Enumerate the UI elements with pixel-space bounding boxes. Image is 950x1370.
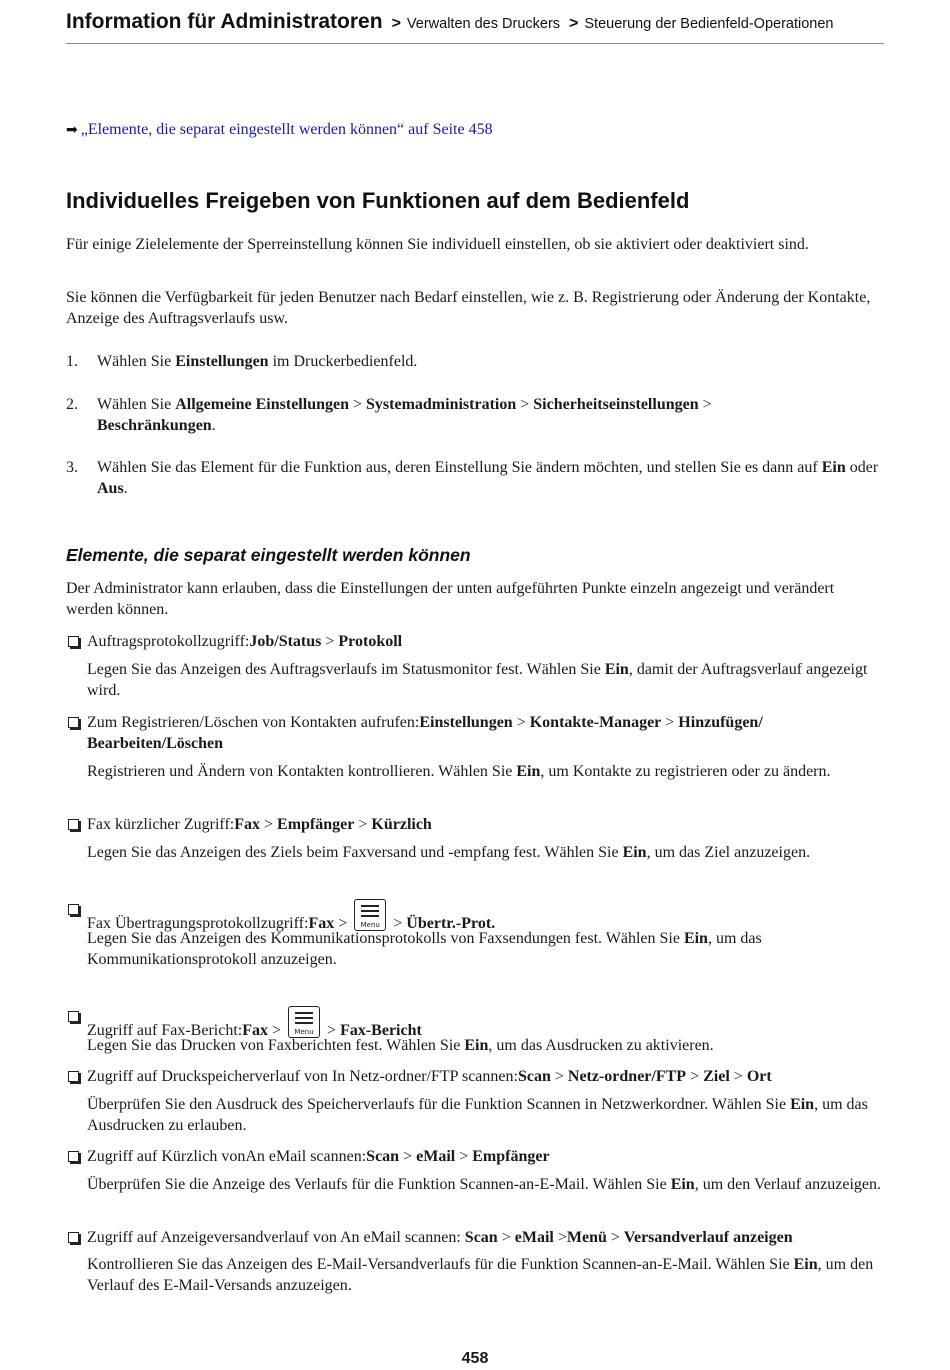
menu-path-item: Allgemeine Einstellungen: [175, 396, 349, 413]
path-separator: >: [321, 633, 339, 650]
text: Registrieren und Ändern von Kontakten kontrollieren. Wählen Sie: [87, 763, 517, 780]
text: Überprüfen Sie die Anzeige des Verlaufs für die Funktion Scannen-an-E-Mail. Wählen Sie: [87, 1176, 671, 1193]
text: , um das Ziel anzuzeigen.: [646, 844, 811, 861]
path-separator: >: [686, 1068, 704, 1085]
list-item-description: [87, 1035, 884, 1056]
arrow-right-icon: ➡: [66, 122, 78, 138]
page-number: 458: [461, 1350, 489, 1367]
option-value: Ein: [793, 1256, 818, 1273]
text: Legen Sie das Anzeigen des Auftragsverlaufs im Statusmonitor fest. Wählen Sie: [87, 661, 605, 678]
breadcrumb-separator: >: [391, 15, 401, 32]
path-separator: >: [497, 1229, 515, 1246]
text: Auftragsprotokollzugriff:: [87, 633, 250, 650]
menu-path-item: eMail: [416, 1148, 456, 1165]
text: , um Kontakte zu registrieren oder zu ändern.: [540, 763, 831, 780]
option-value: Ein: [464, 1037, 489, 1054]
text: Legen Sie das Anzeigen des Ziels beim Faxversand und -empfang fest. Wählen Sie: [87, 844, 623, 861]
text: , um das Ausdrucken zu aktivieren.: [488, 1037, 714, 1054]
text: Zugriff auf Anzeigeversandverlauf von An eMail scannen:: [87, 1229, 465, 1246]
menu-path-item: Scan: [517, 1068, 551, 1085]
step-text: [97, 394, 882, 436]
path-separator: >: [334, 915, 352, 932]
text: , damit der Auftragsverlauf angezeigt wird.: [87, 661, 868, 699]
checkbox-bullet-icon: [68, 1151, 79, 1162]
list-item-title: [87, 712, 884, 754]
menu-path-item: Ziel: [703, 1068, 730, 1085]
checkbox-bullet-icon: [68, 1232, 79, 1243]
paragraph: Für einige Zielelemente der Sperreinstellung können Sie individuell einstellen, ob sie aktiviert oder deaktiviert sind.: [66, 236, 809, 253]
path-separator: >: [268, 1022, 286, 1039]
list-item-title: [87, 631, 884, 652]
step-text: [97, 351, 882, 372]
option-value: Aus: [97, 480, 124, 497]
path-separator: >: [729, 1068, 747, 1085]
menu-path-item: Fax: [242, 1022, 268, 1039]
breadcrumb-item-drucker[interactable]: Verwalten des Druckers: [406, 16, 561, 32]
path-separator: >: [550, 1068, 568, 1085]
breadcrumb-item-bedienfeld[interactable]: Steuerung der Bedienfeld-Operationen: [584, 16, 834, 32]
text: Wählen Sie: [97, 396, 176, 413]
path-separator: >: [606, 1229, 624, 1246]
menu-path-item: Fax-Bericht: [340, 1022, 422, 1039]
paragraph: Der Administrator kann erlauben, dass die Einstellungen der unten aufgeführten Punkte einzeln angezeigt und verändert werden können.: [66, 580, 835, 618]
menu-path-item: Einstellungen: [419, 714, 513, 731]
text: .: [211, 417, 216, 434]
option-value: Ein: [821, 459, 846, 476]
path-separator: >: [553, 1229, 567, 1246]
cross-reference-link[interactable]: „Elemente, die separat eingestellt werden können“ auf Seite 458: [80, 121, 493, 138]
path-separator: >: [389, 915, 407, 932]
option-value: Ein: [683, 930, 708, 947]
menu-icon: [288, 1006, 320, 1038]
path-separator: >: [516, 396, 534, 413]
list-item-description: [87, 842, 884, 863]
menu-path-item: Systemadministration: [366, 396, 517, 413]
text: , um das Kommunikationsprotokoll anzuzeigen.: [87, 930, 762, 968]
path-separator: >: [455, 1148, 473, 1165]
menu-path-item: Kontakte-Manager: [529, 714, 662, 731]
text: im Druckerbedienfeld.: [268, 353, 418, 370]
checkbox-bullet-icon: [68, 904, 79, 915]
text: , um den Verlauf des E-Mail-Versands anzuzeigen.: [87, 1256, 874, 1294]
text: Wählen Sie das Element für die Funktion aus, deren Einstellung Sie ändern möchten, und stellen Sie es dann auf: [97, 459, 822, 476]
menu-path-item: Protokoll: [338, 633, 403, 650]
menu-path-item: Übertr.-Prot.: [406, 915, 496, 932]
checkbox-bullet-icon: [68, 1071, 79, 1082]
list-item-description: [87, 1094, 884, 1136]
text: Zum Registrieren/Löschen von Kontakten aufrufen:: [87, 714, 420, 731]
list-item-title: [87, 1227, 884, 1248]
path-separator: >: [399, 1148, 417, 1165]
step-number: 2.: [66, 396, 78, 413]
menu-path-item: Menü: [566, 1229, 607, 1246]
list-item-description: [87, 761, 884, 782]
subsection-heading: Elemente, die separat eingestellt werden können: [66, 545, 471, 565]
menu-path-item: Netz-ordner/FTP: [567, 1068, 687, 1085]
step-text: [97, 457, 882, 499]
menu-icon: [354, 899, 386, 931]
list-item-title: [87, 1066, 884, 1087]
text: , um den Verlauf anzuzeigen.: [694, 1176, 881, 1193]
paragraph: Sie können die Verfügbarkeit für jeden Benutzer nach Bedarf einstellen, wie z. B. Registrierung oder Änderung der Kontakte, Anzeige des Auftragsverlaufs usw.: [66, 289, 871, 327]
path-separator: >: [698, 396, 712, 413]
menu-path-item: Sicherheitseinstellungen: [533, 396, 699, 413]
menu-path-item: eMail: [514, 1229, 554, 1246]
step-number: 3.: [66, 459, 78, 476]
breadcrumb-separator: >: [569, 15, 579, 32]
path-separator: >: [348, 396, 367, 413]
menu-icon-label: Menu: [360, 921, 380, 929]
text: .: [123, 480, 128, 497]
text: oder: [845, 459, 879, 476]
text: Zugriff auf Fax-Bericht:: [87, 1022, 243, 1039]
list-item-description: [87, 1254, 884, 1296]
checkbox-bullet-icon: [68, 717, 79, 728]
list-item-description: [87, 1174, 884, 1195]
text: Legen Sie das Drucken von Faxberichten fest. Wählen Sie: [87, 1037, 465, 1054]
menu-path-item: Beschränkungen: [97, 417, 212, 434]
text: Zugriff auf Kürzlich vonAn eMail scannen:: [87, 1148, 367, 1165]
menu-path-item: Job/Status: [249, 633, 322, 650]
text: Legen Sie das Anzeigen des Kommunikationsprotokolls von Faxsendungen fest. Wählen Sie: [87, 930, 684, 947]
breadcrumb-title[interactable]: Information für Administratoren: [66, 10, 383, 33]
text: Überprüfen Sie den Ausdruck des Speicherverlaufs für die Funktion Scannen in Netzwerkordner. Wählen Sie: [87, 1096, 791, 1113]
option-value: Ein: [516, 763, 541, 780]
path-separator: >: [323, 1022, 341, 1039]
text: Zugriff auf Druckspeicherverlauf von In Netz-ordner/FTP scannen:: [87, 1068, 518, 1085]
option-value: Ein: [604, 661, 629, 678]
option-value: Ein: [622, 844, 647, 861]
menu-path-item: Ort: [746, 1068, 772, 1085]
checkbox-bullet-icon: [68, 819, 79, 830]
text: Fax kürzlicher Zugriff:: [87, 816, 235, 833]
text: , um das Ausdrucken zu erlauben.: [87, 1096, 868, 1134]
list-item-title: [87, 814, 884, 835]
menu-path-item: Fax: [234, 816, 260, 833]
menu-path-item: Empfänger: [472, 1148, 550, 1165]
option-value: Ein: [670, 1176, 695, 1193]
path-separator: >: [512, 714, 530, 731]
menu-icon-label: Menu: [294, 1028, 314, 1036]
checkbox-bullet-icon: [68, 1011, 79, 1022]
path-separator: >: [354, 816, 372, 833]
menu-path-item: Fax: [308, 915, 335, 932]
path-separator: >: [260, 816, 278, 833]
cross-reference: [66, 121, 493, 139]
checkbox-bullet-icon: [68, 636, 79, 647]
text: Kontrollieren Sie das Anzeigen des E-Mail-Versandverlaufs für die Funktion Scannen-an-E-Mail. Wählen Sie: [87, 1256, 794, 1273]
menu-path-item: Einstellungen: [175, 353, 269, 370]
text: Fax Übertragungsprotokollzugriff:: [87, 915, 309, 932]
menu-path-item: Scan: [366, 1148, 400, 1165]
path-separator: >: [661, 714, 679, 731]
menu-path-item: Versandverlauf anzeigen: [623, 1229, 793, 1246]
menu-path-item: Scan: [464, 1229, 498, 1246]
step-number: 1.: [66, 353, 78, 370]
option-value: Ein: [790, 1096, 815, 1113]
breadcrumb: [66, 10, 884, 44]
section-heading: Individuelles Freigeben von Funktionen auf dem Bedienfeld: [66, 188, 690, 213]
menu-path-item: Empfänger: [277, 816, 355, 833]
menu-path-item: Hinzufügen/ Bearbeiten/Löschen: [87, 714, 763, 752]
list-item-description: [87, 928, 884, 970]
list-item-description: [87, 659, 884, 701]
text: Wählen Sie: [97, 353, 176, 370]
list-item-title: [87, 1146, 884, 1167]
menu-path-item: Kürzlich: [371, 816, 432, 833]
